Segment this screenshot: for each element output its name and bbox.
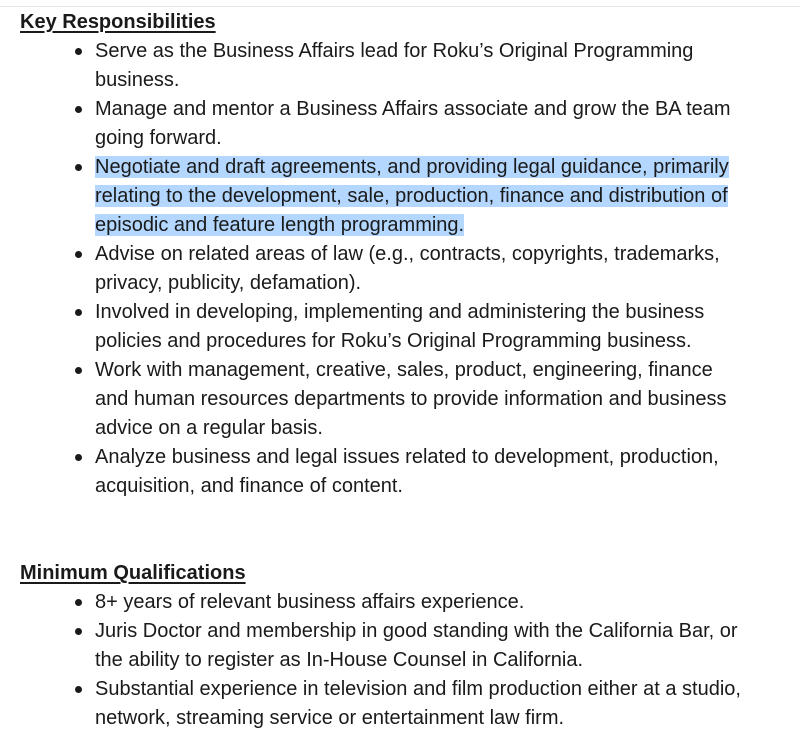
- list-item-text: Serve as the Business Affairs lead for Roku’s Original Programming business.: [95, 40, 694, 91]
- bullet-icon: [75, 48, 82, 55]
- list-item-text: Advise on related areas of law (e.g., contracts, copyrights, trademarks, privacy, publicity, defamation).: [95, 243, 720, 294]
- list-item: [20, 37, 790, 95]
- key-responsibilities-list: [20, 37, 790, 501]
- list-item-text: Work with management, creative, sales, product, engineering, finance and human resources departments to provide information and business advice on a regular basis.: [95, 359, 727, 439]
- list-item: [20, 588, 790, 617]
- list-item-text: Involved in developing, implementing and administering the business policies and procedures for Roku’s Original Programming business.: [95, 301, 705, 352]
- bullet-icon: [75, 251, 82, 258]
- list-item: [20, 675, 790, 733]
- key-responsibilities-heading: Key Responsibilities: [20, 11, 216, 33]
- list-item-text: 8+ years of relevant business affairs experience.: [95, 591, 525, 613]
- list-item: [20, 443, 790, 501]
- list-item: [20, 95, 790, 153]
- list-item-text: Manage and mentor a Business Affairs associate and grow the BA team going forward.: [95, 98, 731, 149]
- bullet-icon: [75, 106, 82, 113]
- top-divider: [0, 6, 800, 7]
- minimum-qualifications-heading: Minimum Qualifications: [20, 562, 246, 584]
- document-body: [20, 8, 790, 733]
- bullet-icon: [75, 367, 82, 374]
- bullet-icon: [75, 454, 82, 461]
- selected-text[interactable]: Negotiate and draft agreements, and providing legal guidance, primarily relating to the development, sale, production, finance and distribution of episodic and feature length programming.: [95, 156, 729, 236]
- bullet-icon: [75, 628, 82, 635]
- list-item-text: Substantial experience in television and film production either at a studio, network, streaming service or entertainment law firm.: [95, 678, 741, 729]
- bullet-icon: [75, 164, 82, 171]
- bullet-icon: [75, 599, 82, 606]
- list-item-text: Juris Doctor and membership in good standing with the California Bar, or the ability to register as In-House Counsel in California.: [95, 620, 738, 671]
- bullet-icon: [75, 686, 82, 693]
- minimum-qualifications-list: [20, 588, 790, 733]
- list-item: [20, 298, 790, 356]
- list-item: [20, 240, 790, 298]
- bullet-icon: [75, 309, 82, 316]
- section-spacer: [20, 501, 790, 559]
- list-item-text: Analyze business and legal issues related to development, production, acquisition, and finance of content.: [95, 446, 719, 497]
- list-item: [20, 356, 790, 443]
- list-item: [20, 617, 790, 675]
- list-item-selected: [20, 153, 790, 240]
